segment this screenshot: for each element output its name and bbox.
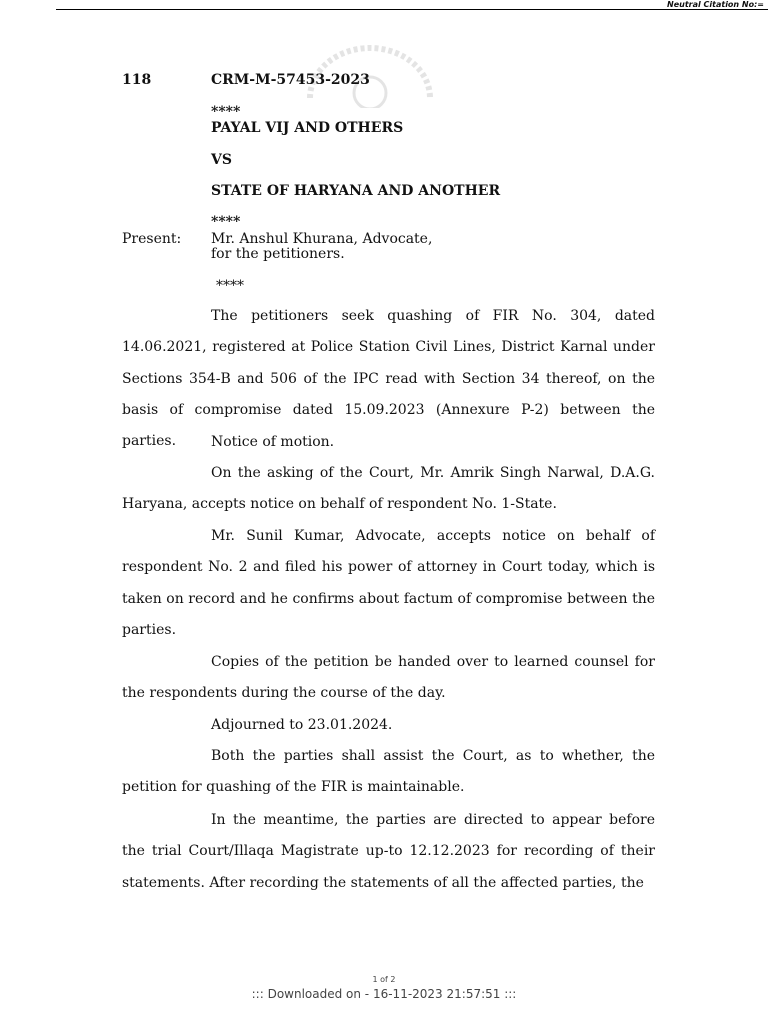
case-serial: 118	[122, 72, 152, 88]
order-paragraph: Both the parties shall assist the Court, as to whether, the petition for quashing of the FIR is maintainable.	[122, 748, 655, 796]
order-paragraph: Mr. Sunil Kumar, Advocate, accepts notice on behalf of respondent No. 2 and filed his power of attorney in Court today, which is taken on record and he confirms about factum of compromise between the parties.	[122, 528, 655, 638]
order-paragraph: The petitioners seek quashing of FIR No. 304, dated 14.06.2021, registered at Police Station Civil Lines, District Karnal under Sections 354-B and 506 of the IPC read with Section 34 thereof, on the basis of compromise dated 15.09.2023 (Annexure P-2) between the parties.	[122, 308, 655, 450]
petitioner-name: PAYAL VIJ AND OTHERS	[211, 120, 404, 136]
order-paragraph: In the meantime, the parties are directed to appear before the trial Court/Illaqa Magistrate up-to 12.12.2023 for recording of their statements. After recording the statements of all the affected parties, the	[122, 812, 655, 891]
counsel-role: for the petitioners.	[211, 246, 345, 262]
order-paragraph: Notice of motion.	[211, 434, 335, 450]
separator-stars: ****	[211, 104, 241, 120]
separator-stars: ****	[211, 214, 241, 230]
present-label: Present:	[122, 231, 182, 247]
download-stamp: ::: Downloaded on - 16-11-2023 21:57:51 :::	[251, 987, 517, 1001]
neutral-citation: Neutral Citation No:=	[667, 0, 764, 9]
header-rule	[56, 9, 768, 10]
respondent-name: STATE OF HARYANA AND ANOTHER	[211, 183, 501, 199]
counsel-name: Mr. Anshul Khurana, Advocate,	[211, 231, 433, 247]
separator-stars: ****	[216, 278, 244, 294]
order-paragraph: Copies of the petition be handed over to learned counsel for the respondents during the course of the day.	[122, 654, 655, 702]
page-number: 1 of 2	[372, 975, 396, 984]
case-number: CRM-M-57453-2023	[211, 72, 370, 88]
versus-label: VS	[211, 152, 232, 168]
order-paragraph: Adjourned to 23.01.2024.	[211, 717, 393, 733]
order-paragraph: On the asking of the Court, Mr. Amrik Singh Narwal, D.A.G. Haryana, accepts notice on behalf of respondent No. 1-State.	[122, 465, 655, 513]
